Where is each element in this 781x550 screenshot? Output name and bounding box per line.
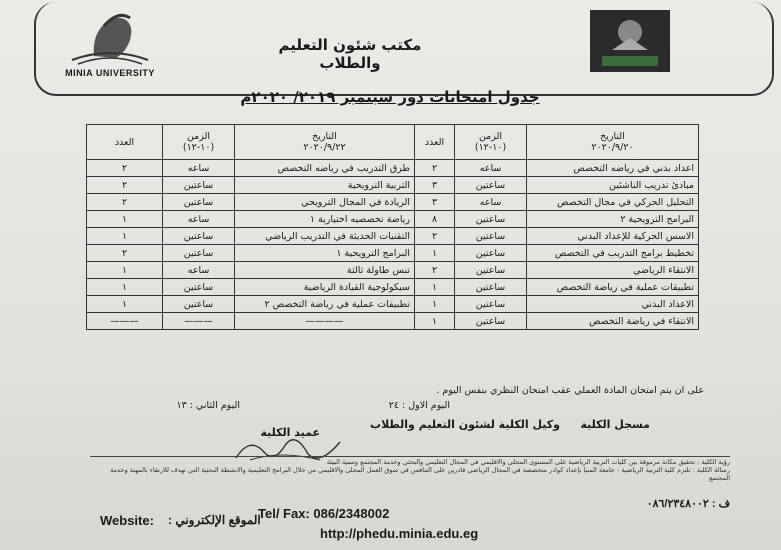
time-header: الزمن (١٠-١٢) <box>163 125 235 160</box>
duration-day2: ساعتين <box>163 177 235 194</box>
nefertiti-icon <box>64 6 156 68</box>
count-day1: ٣ <box>415 177 455 194</box>
duration-day1: ساعتين <box>455 313 527 330</box>
count-day1: ١ <box>415 296 455 313</box>
count-header: العدد <box>87 125 163 160</box>
empty-cell: ——— <box>87 313 163 330</box>
subject-day1: الاعداد البدني <box>527 296 699 313</box>
duration-day2: ساعتين <box>163 194 235 211</box>
duration-day1: ساعه <box>455 160 527 177</box>
subject-day1: اعداد بدني في رياضه التخصص <box>527 160 699 177</box>
count-day2: ١ <box>87 228 163 245</box>
table-row <box>87 262 699 279</box>
phone-arabic: ف : ٠٨٦/٢٣٤٨٠٠٢ <box>646 498 730 510</box>
duration-day2: ساعه <box>163 262 235 279</box>
count-day1: ٢ <box>415 262 455 279</box>
duration-day1: ساعتين <box>455 245 527 262</box>
subject-day2: سيكولوجية القيادة الرياضية <box>235 279 415 296</box>
table-row <box>87 160 699 177</box>
count-day1: ٨ <box>415 211 455 228</box>
subject-day1: البرامج الترويحية ٢ <box>527 211 699 228</box>
count-day2: ٢ <box>87 245 163 262</box>
duration-day1: ساعه <box>455 194 527 211</box>
subject-day1: الاسس الحركية للإعداد البدني <box>527 228 699 245</box>
count-day1: ١ <box>415 245 455 262</box>
faculty-emblem-icon <box>590 10 670 72</box>
schedule-title: جدول امتحانات دور سبتمبر ٢٠١٩/ ٢٠٢٠م <box>240 88 540 106</box>
duration-day1: ساعتين <box>455 296 527 313</box>
subject-day1: الانتقاء الرياضي <box>527 262 699 279</box>
subject-day2: تطبيقات عملية في رياضة التخصص ٢ <box>235 296 415 313</box>
table-row <box>87 296 699 313</box>
table-row <box>87 228 699 245</box>
table-header-row <box>87 125 699 160</box>
vision-text: رؤية الكلية : تحقيق مكانة مرموقة بين كليات التربية الرياضية على المستوى المحلى والاقليمي في المجال التعليمي والبحثي وخدمة المجتمع وتنمية البيئة <box>326 458 730 466</box>
subject-day2: البرامج الترويحية ١ <box>235 245 415 262</box>
subject-day1: الانتقاء في رياضة التخصص <box>527 313 699 330</box>
subject-day1: تطبيقات عملية في رياضة التخصص <box>527 279 699 296</box>
count-day2: ٢ <box>87 177 163 194</box>
count-day2: ١ <box>87 211 163 228</box>
duration-day2: ساعتين <box>163 279 235 296</box>
mission-text: رسالة الكلية : تلتزم كلية التربية الرياضية - جامعة المنيا بإعداد كوادر متخصصة في المجال الرياضي قادرين على التنافس في سوق العمل المحلى والاقليمي من خلال البرامج التعليمية والانشطة البحثية التي تهدف للارتقاء بالمهنة وخدمة المجتمع <box>110 466 730 482</box>
day2-date-header: التاريخ ٢٠٢٠/٩/٢٢ <box>235 125 415 160</box>
table-row <box>87 177 699 194</box>
subject-day2: التقنيات الحديثة في التدريب الرياضي <box>235 228 415 245</box>
duration-day1: ساعتين <box>455 262 527 279</box>
exam-schedule-table <box>86 124 699 330</box>
table-row <box>87 211 699 228</box>
empty-cell: ——— <box>163 313 235 330</box>
day1-count: اليوم الاول : ٢٤ <box>388 400 450 411</box>
table-row <box>87 245 699 262</box>
empty-cell: ———— <box>235 313 415 330</box>
subject-day2: تنس طاولة ثالثة <box>235 262 415 279</box>
subject-day2: رياضة تخصصيه اختيارية ١ <box>235 211 415 228</box>
minia-university-logo <box>64 6 156 84</box>
practical-exam-note: على ان يتم امتحان المادة العملي عقب امتحان النظري بنفس اليوم . <box>436 385 704 396</box>
count-day1: ١ <box>415 313 455 330</box>
count-day2: ١ <box>87 279 163 296</box>
count-day2: ١ <box>87 262 163 279</box>
subject-day1: تخطيط برامج التدريب في التخصص <box>527 245 699 262</box>
dean-signature-label: عميد الكلية <box>260 426 320 439</box>
subject-day1: مبادئ تدريب الناشئين <box>527 177 699 194</box>
university-name: MINIA UNIVERSITY <box>65 68 155 78</box>
duration-day1: ساعتين <box>455 211 527 228</box>
table-row <box>87 313 699 330</box>
duration-day1: ساعتين <box>455 279 527 296</box>
duration-day2: ساعه <box>163 211 235 228</box>
count-header: العدد <box>415 125 455 160</box>
faculty-vision-mission <box>90 458 730 482</box>
count-day2: ١ <box>87 296 163 313</box>
website-label-arabic: الموقع الإلكتروني : <box>168 513 261 527</box>
duration-day2: ساعه <box>163 160 235 177</box>
website-url[interactable]: http://phedu.minia.edu.eg <box>320 526 479 541</box>
website-label: Website: <box>100 513 154 528</box>
tel-fax: Tel/ Fax: 086/2348002 <box>258 506 390 521</box>
count-day1: ٢ <box>415 160 455 177</box>
subject-day2: طرق التدريب في رياضه التخصص <box>235 160 415 177</box>
subject-day2: الريادة في المجال الترويحي <box>235 194 415 211</box>
subject-day1: التحليل الحركي في مجال التخصص <box>527 194 699 211</box>
office-title: مكتب شئون التعليم والطلاب <box>278 36 422 72</box>
day2-count: اليوم الثاني : ١٣ <box>176 400 240 411</box>
table-row <box>87 279 699 296</box>
count-day1: ١ <box>415 279 455 296</box>
duration-day2: ساعتين <box>163 228 235 245</box>
time-header: الزمن (١٠-١٢) <box>455 125 527 160</box>
subject-day2: التربية الترويحية <box>235 177 415 194</box>
count-day1: ٢ <box>415 228 455 245</box>
vice-dean-signature-label: وكيل الكلية لشئون التعليم والطلاب <box>370 418 560 431</box>
registrar-signature-label: مسجل الكلية <box>580 418 650 431</box>
faculty-logo <box>590 10 670 72</box>
duration-day2: ساعتين <box>163 245 235 262</box>
count-day2: ٢ <box>87 194 163 211</box>
footer-divider <box>90 456 730 457</box>
duration-day1: ساعتين <box>455 228 527 245</box>
count-day2: ٢ <box>87 160 163 177</box>
duration-day2: ساعتين <box>163 296 235 313</box>
count-day1: ٣ <box>415 194 455 211</box>
table-row <box>87 194 699 211</box>
day1-date-header: التاريخ ٢٠٢٠/٩/٢٠ <box>527 125 699 160</box>
duration-day1: ساعتين <box>455 177 527 194</box>
